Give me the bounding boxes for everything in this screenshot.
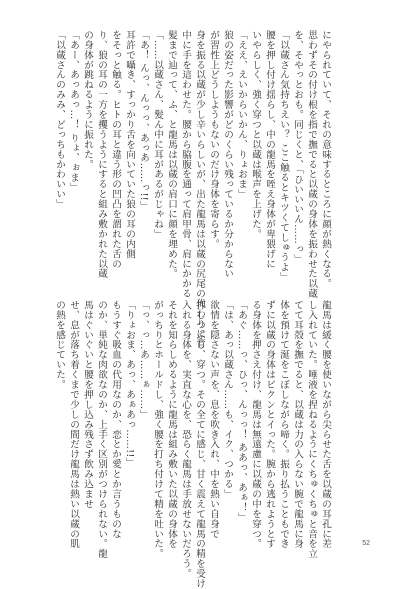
text-line: 「あぐ……っ、ひっ、んっっ！ ああっ、あぁ！」: [236, 300, 247, 523]
text-line: り、狼の耳の一方を攫うようにすると組み敷かれた以蔵: [96, 30, 107, 279]
text-line: ずに以蔵の身体はビクンとイった。腕から逃れようとす: [264, 300, 275, 549]
text-line: 押しつぶし、穿つ。その全てに感じ、甘く震えて龍馬の精を受け: [194, 300, 205, 589]
text-line: 「ええ、えいからいかん、りょおま」: [236, 30, 247, 200]
text-line: 馬はぐいぐいと腰を押し込み残さず飲み込ませ: [82, 300, 93, 509]
text-line: 欲情を隠さない声を、息を吹き入れ、中を熱い自身で: [208, 300, 219, 539]
text-line: 身を振る以蔵が少し辛いらしいが、出た龍馬は以蔵の尻尾の代わりに背: [194, 30, 205, 349]
text-line: を、そやっとおも。同じくと、「ひいいいん……っ」: [292, 30, 303, 264]
text-line: 思わずその付け根を指で撫でると以蔵の身体を振わせた以蔵: [306, 30, 317, 299]
text-line: がっちりとホールドし、強く腰を打ち付けて精を吐いた。: [152, 300, 163, 559]
text-line: る身体を押さえ付け、龍馬は無遠慮に以蔵の中を穿つ。: [250, 300, 261, 549]
text-line: 「は、あっ以蔵さん……も、イク、つかる」: [222, 300, 233, 499]
text-line: それを知らしめるように龍馬は組み敷いた以蔵の身体を: [166, 300, 177, 549]
text-line: 入れる身体を、実直な心を、恐らく龍馬は手放せないだろう。: [180, 300, 191, 579]
text-line: の身体が跳ねるように振れた。: [82, 30, 93, 170]
text-line: のか、単純な肉欲なのか、上手く区別がつけられない。龍: [96, 300, 107, 559]
text-line: いやらしく、強く穿つと以蔵は喉声を上げた。: [250, 30, 261, 239]
text-line: し入れていた。唾液を捏ねるようにくちゅくちゅと音を立: [306, 300, 317, 559]
text-line: 腰を押し付け揺らし、中の龍馬を咥え身体が卑猥げに: [264, 30, 275, 269]
text-line: 髪まで辿って、ふ、と龍馬は以蔵の肩口に顔を埋めた。: [166, 30, 177, 279]
page-number: 52: [362, 540, 370, 547]
text-line: 中に手を這わせた。腰から脇腹を通って肩甲骨、肩にかかる: [180, 30, 191, 299]
text-line: 耳許で囁き、すっかり舌を向いていた狼の耳の内側: [124, 30, 135, 259]
text-line: をそっと触る。ヒトの耳と違う形の凹凸を謂れた舌の: [110, 30, 121, 269]
text-line: 「っ、っ…あ……ぁ……」: [138, 300, 149, 420]
text-line: 龍馬は緩く腰を使いながら尖らせた舌を以蔵の耳孔に差: [320, 300, 331, 549]
text-line: 「りょおま、あっ、あぁあっ……!!」: [124, 300, 135, 468]
text-line: が習性上どうしようもないのだけ身体を寄らす。: [208, 30, 219, 249]
lower-text-block: [54, 300, 332, 589]
text-line: 体を預けて涎をこぼしながら啼く。振り払うこともでき: [278, 300, 289, 549]
text-line: 狼の姿だった影響がどのくらい残っているか分からない: [222, 30, 233, 279]
text-line: 「以蔵さんのみみ、どっちもかわいい」: [54, 30, 65, 210]
text-line: 「……以蔵さん、髪ん中に耳があるがじゃね」: [152, 30, 163, 239]
text-line: せ、息が落ち着くまで少しの間だけ龍馬は熱い以蔵の肌: [68, 300, 79, 549]
text-line: もうすぐ吸血の代用なのか、恋とか愛とか言うものな: [110, 300, 121, 539]
text-line: 「あ！ んっ、んっっ、あっあ……っ!!」: [138, 30, 149, 211]
text-line: 「以蔵さん気持ちえい？ ここ触るとキツくてしゅうよ」: [278, 30, 289, 283]
text-line: にやられていて、それの意味するところに顔が熱くなる。: [320, 30, 331, 289]
text-line: てて耳殻を撫でると、以蔵は力の入らない腕で龍馬に身: [292, 300, 303, 549]
text-line: の熱を感じていた。: [54, 300, 65, 390]
text-line: 「あー、あっあっ…！ りょ、ぉま」: [68, 30, 79, 193]
